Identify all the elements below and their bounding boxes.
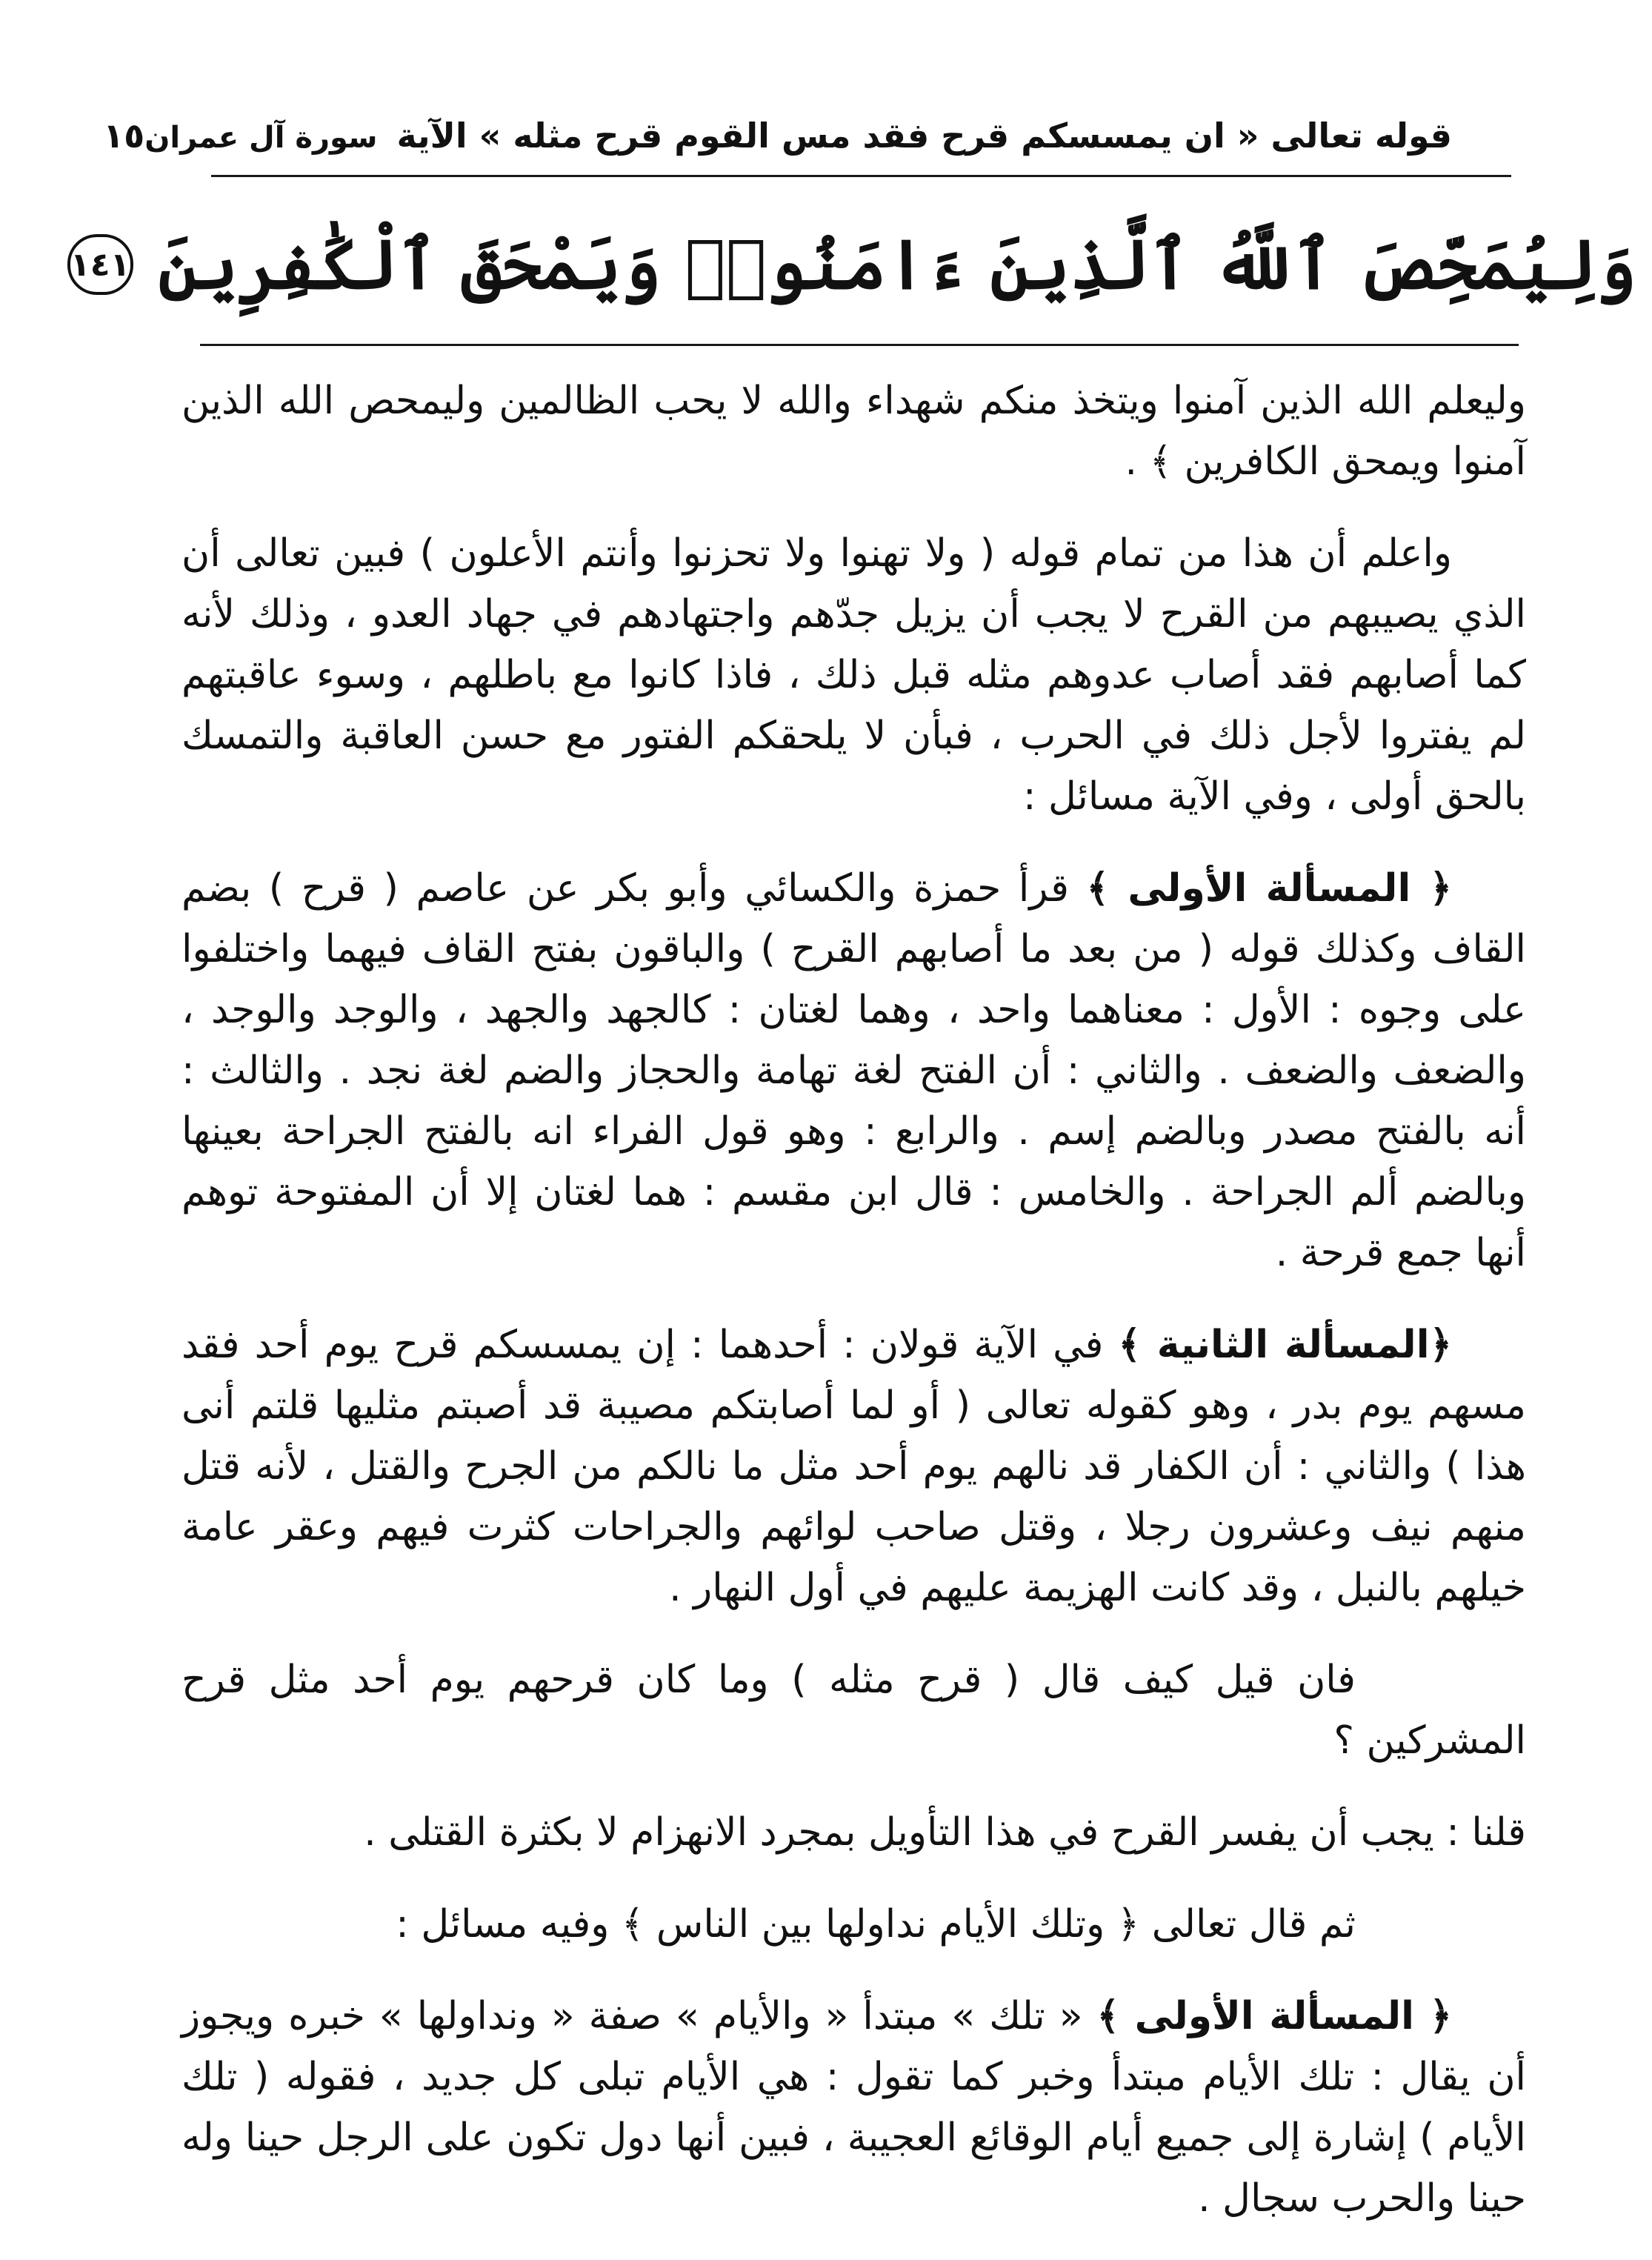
commentary-body xyxy=(181,370,1526,2260)
paragraph xyxy=(181,1986,1526,2229)
issue-label: ﴿ المسألة الأولى ﴾ xyxy=(1096,1994,1452,2038)
paragraph xyxy=(181,1802,1526,1863)
verse-divider xyxy=(200,344,1519,346)
paragraph xyxy=(181,1315,1526,1618)
paragraph-text: قرأ حمزة والكسائي وأبو بكر عن عاصم ( قرح ) بضم القاف وكذلك قوله ( من بعد ما أصابهم القرح ) والباقون بفتح القاف فيهما واختلفوا على وجوه : الأول : معناهما واحد ، وهما لغتان : كالجهد والجهد ، والوجد والوجد ، والضعف والضعف . والثاني : أن الفتح لغة تهامة والحجاز والضم لغة نجد . والثالث : أنه بالفتح مصدر وبالضم إسم . والرابع : وهو قول الفراء انه بالفتح الجراحة بعينها وبالضم ألم الجراحة . والخامس : قال ابن مقسم : هما لغتان إلا أن المفتوحة توهم أنها جمع قرحة . xyxy=(181,866,1526,1275)
header-title-text: قوله تعالى « ان يمسسكم قرح فقد مس القوم قرح مثله » الآية xyxy=(396,116,1452,156)
paragraph xyxy=(181,1649,1526,1771)
paragraph-text: واعلم أن هذا من تمام قوله ( ولا تهنوا ولا تحزنوا وأنتم الأعلون ) فبين تعالى أن الذي يصيبهم من القرح لا يجب أن يزيل جدّهم واجتهادهم في جهاد العدو ، وذلك لأنه كما أصابهم فقد أصاب عدوهم مثله قبل ذلك ، فاذا كانوا مع باطلهم ، وسوء عاقبتهم لم يفتروا لأجل ذلك في الحرب ، فبأن لا يلحقكم الفتور مع حسن العاقبة والتمسك بالحق أولى ، وفي الآية مسائل : xyxy=(181,531,1526,819)
header-surah-name: سورة آل عمران xyxy=(144,121,378,155)
paragraph-text: قلنا : يجب أن يفسر القرح في هذا التأويل بمجرد الانهزام لا بكثرة القتلى . xyxy=(364,1810,1526,1855)
paragraph xyxy=(181,1894,1526,1955)
paragraph xyxy=(181,370,1526,492)
paragraph-text: فان قيل كيف قال ( قرح مثله ) وما كان قرحهم يوم أحد مثل قرح المشركين ؟ xyxy=(181,1658,1526,1763)
paragraph xyxy=(181,523,1526,827)
header-divider xyxy=(211,175,1511,177)
verse-number-marker xyxy=(67,234,133,295)
quran-verse xyxy=(70,194,1637,335)
running-header xyxy=(103,95,1452,176)
header-title xyxy=(144,116,1452,156)
paragraph xyxy=(181,858,1526,1283)
verse-text: وَلِيُمَحِّصَ ٱللَّهُ ٱلَّذِينَ ءَامَنُوا۟ وَيَمْحَقَ ٱلْكَٰفِرِينَ xyxy=(158,225,1637,305)
paragraph-text: « تلك » مبتدأ « والأيام » صفة « ونداولها » خبره ويجوز أن يقال : تلك الأيام مبتدأ وخبر كما تقول : هي الأيام تبلى كل جديد ، فقوله ( تلك الأيام ) إشارة إلى جميع أيام الوقائع العجيبة ، فبين أنها دول تكون على الرجل حينا وله حينا والحرب سجال . xyxy=(181,1994,1526,2221)
verse-number: ١٤١ xyxy=(70,245,130,284)
paragraph-text: ثم قال تعالى ﴿ وتلك الأيام نداولها بين الناس ﴾ وفيه مسائل : xyxy=(396,1902,1356,1947)
paragraph-text: في الآية قولان : أحدهما : إن يمسسكم قرح يوم أحد فقد مسهم يوم بدر ، وهو كقوله تعالى ( أو لما أصابتكم مصيبة قد أصبتم مثليها قلتم أنى هذا ) والثاني : أن الكفار قد نالهم يوم أحد مثل ما نالكم من الجرح والقتل ، لأنه قتل منهم نيف وعشرون رجلا ، وقتل صاحب لوائهم والجراحات كثرت فيهم وعقر عامة خيلهم بالنبل ، وقد كانت الهزيمة عليهم في أول النهار . xyxy=(181,1323,1526,1610)
page-number: ١٥ xyxy=(103,116,145,156)
paragraph-text: وليعلم الله الذين آمنوا ويتخذ منكم شهداء والله لا يحب الظالمين وليمحص الله الذين آمنوا ويمحق الكافرين ﴾ . xyxy=(181,379,1526,484)
issue-label: ﴿ المسألة الأولى ﴾ xyxy=(1086,866,1453,911)
issue-label: ﴿المسألة الثانية ﴾ xyxy=(1118,1323,1452,1367)
